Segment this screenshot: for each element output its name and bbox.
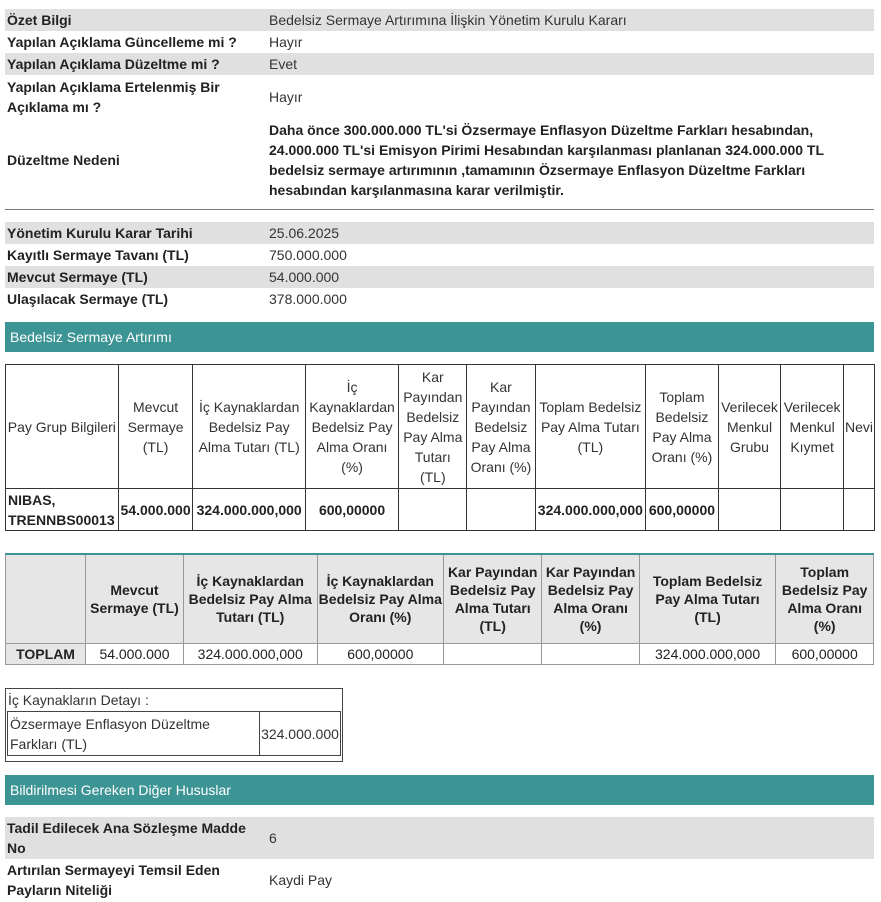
th-total-amount: Toplam Bedelsiz Pay Alma Tutarı (TL) bbox=[535, 365, 646, 489]
summary-block bbox=[5, 9, 874, 201]
summary-value: Bedelsiz Sermaye Artırımına İlişkin Yönetim Kurulu Kararı bbox=[269, 12, 627, 28]
th-total-dividend-amount: Kar Payından Bedelsiz Pay Alma Tutarı (TL) bbox=[444, 554, 542, 643]
deferred-value: Hayır bbox=[269, 89, 303, 105]
share-type-row bbox=[5, 859, 874, 901]
update-label: Yapılan Açıklama Güncelleme mi ? bbox=[7, 34, 237, 50]
current-capital-row bbox=[5, 266, 874, 288]
th-current-capital: Mevcut Sermaye (TL) bbox=[118, 365, 193, 489]
detail-item-value: 324.000.000 bbox=[260, 712, 341, 756]
cell-type bbox=[843, 489, 874, 531]
cell-group: NIBAS, TRENNBS00013 bbox=[6, 489, 119, 531]
th-type: Nevi bbox=[843, 365, 874, 489]
cell-current-capital: 54.000.000 bbox=[118, 489, 193, 531]
total-total-rate: 600,00000 bbox=[776, 643, 874, 664]
total-table bbox=[5, 553, 874, 665]
board-date-row bbox=[5, 222, 874, 244]
th-internal-amount: İç Kaynaklardan Bedelsiz Pay Alma Tutarı (TL) bbox=[193, 365, 305, 489]
total-total-amount: 324.000.000,000 bbox=[639, 643, 776, 664]
detail-item-label: Özsermaye Enflasyon Düzeltme Farkları (TL) bbox=[8, 712, 260, 756]
detail-title: İç Kaynakların Detayı : bbox=[8, 692, 149, 708]
cell-internal-amount: 324.000.000,000 bbox=[193, 489, 305, 531]
th-total-total-amount: Toplam Bedelsiz Pay Alma Tutarı (TL) bbox=[639, 554, 776, 643]
article-value: 6 bbox=[269, 830, 277, 846]
update-value: Hayır bbox=[269, 34, 303, 50]
th-total-internal-rate: İç Kaynaklardan Bedelsiz Pay Alma Oranı (%) bbox=[317, 554, 443, 643]
cell-total-rate: 600,00000 bbox=[646, 489, 719, 531]
th-internal-rate: İç Kaynaklardan Bedelsiz Pay Alma Oranı (%) bbox=[305, 365, 398, 489]
cell-dividend-rate bbox=[467, 489, 535, 531]
total-table-header bbox=[6, 554, 874, 643]
total-internal-amount: 324.000.000,000 bbox=[183, 643, 317, 664]
correction-row bbox=[5, 53, 874, 75]
th-blank bbox=[6, 554, 86, 643]
th-group-info: Pay Grup Bilgileri bbox=[6, 365, 119, 489]
th-security: Verilecek Menkul Kıymet bbox=[781, 365, 844, 489]
total-current-capital: 54.000.000 bbox=[86, 643, 184, 664]
th-security-group: Verilecek Menkul Grubu bbox=[718, 365, 781, 489]
other-block bbox=[5, 817, 874, 901]
divider bbox=[5, 209, 874, 210]
target-capital-row bbox=[5, 288, 874, 310]
article-label: Tadil Edilecek Ana Sözleşme Madde No bbox=[7, 820, 246, 856]
th-total-dividend-rate: Kar Payından Bedelsiz Pay Alma Oranı (%) bbox=[542, 554, 639, 643]
table-row bbox=[6, 643, 874, 664]
internal-sources-detail bbox=[5, 688, 343, 762]
reason-label: Düzeltme Nedeni bbox=[7, 152, 120, 168]
cell-security bbox=[781, 489, 844, 531]
capital-ceiling-value: 750.000.000 bbox=[269, 247, 347, 263]
th-dividend-rate: Kar Payından Bedelsiz Pay Alma Oranı (%) bbox=[467, 365, 535, 489]
cell-total-amount: 324.000.000,000 bbox=[535, 489, 646, 531]
th-dividend-amount: Kar Payından Bedelsiz Pay Alma Tutarı (TL) bbox=[399, 365, 467, 489]
total-dividend-rate bbox=[542, 643, 639, 664]
target-capital-value: 378.000.000 bbox=[269, 291, 347, 307]
th-total-rate: Toplam Bedelsiz Pay Alma Oranı (%) bbox=[646, 365, 719, 489]
capital-ceiling-label: Kayıtlı Sermaye Tavanı (TL) bbox=[7, 247, 189, 263]
table-row bbox=[6, 489, 875, 531]
group-table bbox=[5, 364, 875, 531]
correction-value: Evet bbox=[269, 56, 298, 72]
cell-internal-rate: 600,00000 bbox=[305, 489, 398, 531]
total-internal-rate: 600,00000 bbox=[317, 643, 443, 664]
summary-row bbox=[5, 9, 874, 31]
cell-dividend-amount bbox=[399, 489, 467, 531]
detail-table bbox=[7, 711, 341, 756]
deferred-row bbox=[5, 75, 874, 119]
reason-row bbox=[5, 119, 874, 201]
capital-ceiling-row bbox=[5, 244, 874, 266]
board-block bbox=[5, 222, 874, 310]
article-row bbox=[5, 817, 874, 859]
summary-label: Özet Bilgi bbox=[7, 12, 72, 28]
correction-label: Yapılan Açıklama Düzeltme mi ? bbox=[7, 56, 220, 72]
total-dividend-amount bbox=[444, 643, 542, 664]
deferred-label: Yapılan Açıklama Ertelenmiş Bir Açıklama mı ? bbox=[7, 79, 220, 115]
board-date-value: 25.06.2025 bbox=[269, 225, 340, 241]
current-capital-value: 54.000.000 bbox=[269, 269, 340, 285]
current-capital-label: Mevcut Sermaye (TL) bbox=[7, 269, 148, 285]
table-row bbox=[8, 712, 341, 756]
th-total-total-rate: Toplam Bedelsiz Pay Alma Oranı (%) bbox=[776, 554, 874, 643]
board-date-label: Yönetim Kurulu Karar Tarihi bbox=[7, 225, 193, 241]
update-row bbox=[5, 31, 874, 53]
target-capital-label: Ulaşılacak Sermaye (TL) bbox=[7, 291, 169, 307]
cell-security-group bbox=[718, 489, 781, 531]
share-type-value: Kaydi Pay bbox=[269, 872, 333, 888]
section-header-other-matters: Bildirilmesi Gereken Diğer Hususlar bbox=[5, 775, 874, 805]
total-label: TOPLAM bbox=[6, 643, 86, 664]
th-total-internal-amount: İç Kaynaklardan Bedelsiz Pay Alma Tutarı (TL) bbox=[183, 554, 317, 643]
th-total-current-capital: Mevcut Sermaye (TL) bbox=[86, 554, 184, 643]
reason-text: Daha önce 300.000.000 TL'si Özsermaye Enflasyon Düzeltme Farkları hesabından, 24.000.000 TL'si Emisyon Pirimi Hesabından karşılanması planlanan 324.000.000 TL bedelsiz sermaye artırımının ,tamamının Özsermaye Enflasyon Düzeltme Farkları hesabından karşılanmasına karar verilmiştir. bbox=[269, 122, 824, 198]
section-header-bonus-issue: Bedelsiz Sermaye Artırımı bbox=[5, 322, 874, 352]
group-table-header bbox=[6, 365, 875, 489]
share-type-label: Artırılan Sermayeyi Temsil Eden Payların Niteliği bbox=[7, 862, 220, 898]
